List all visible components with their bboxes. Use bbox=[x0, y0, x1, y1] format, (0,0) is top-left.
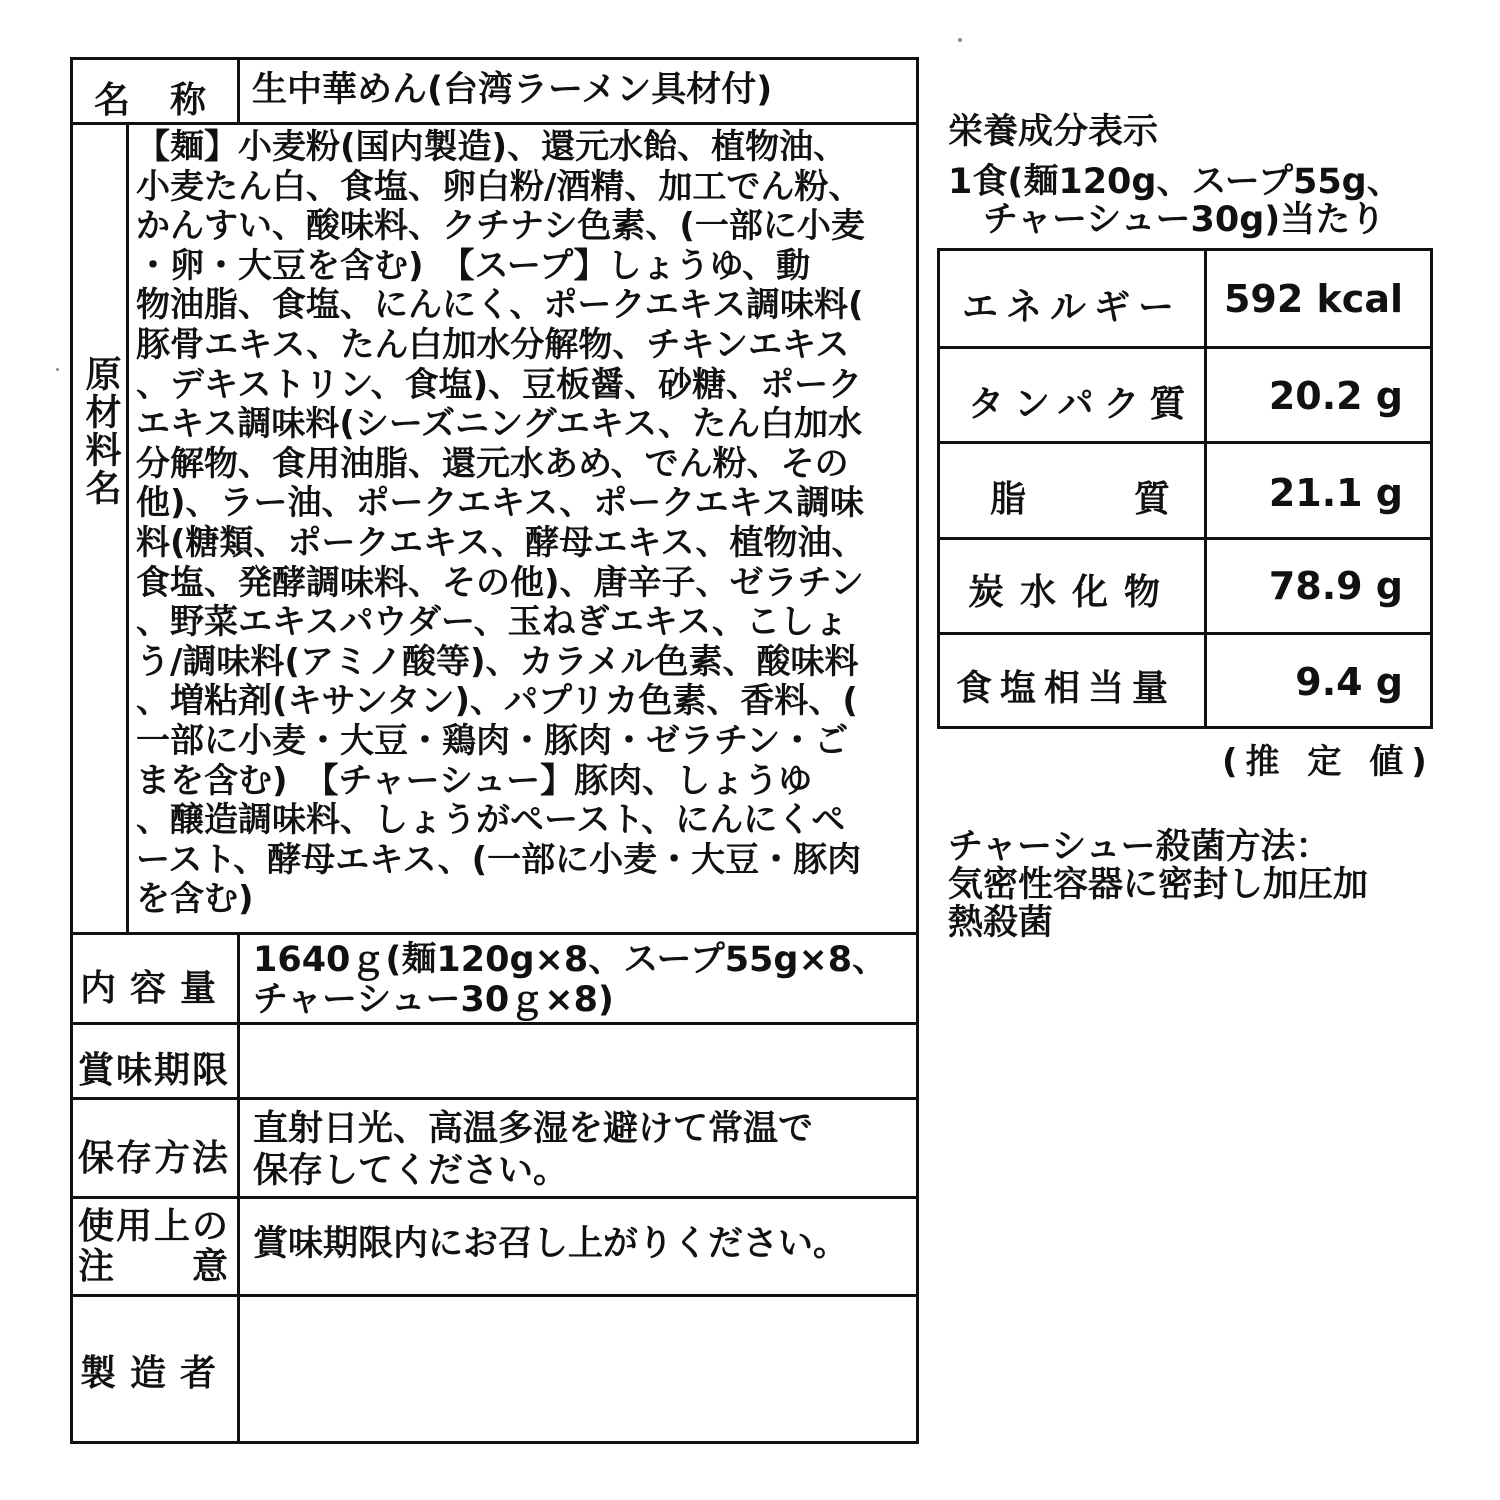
ingredients-line: 分解物、食用油脂、還元水あめ、でん粉、その bbox=[136, 443, 849, 484]
ingredients-line: 食塩、発酵調味料、その他)、唐辛子、ゼラチン bbox=[136, 562, 864, 603]
divider bbox=[937, 632, 1433, 635]
divider bbox=[237, 57, 240, 123]
nutrition-title: 栄養成分表示 bbox=[948, 112, 1159, 152]
divider bbox=[70, 1097, 919, 1100]
ingredients-line: 、野菜エキスパウダー、玉ねぎエキス、こしょ bbox=[136, 602, 848, 643]
ingredients-line: う/調味料(アミノ酸等)、カラメル色素、酸味料 bbox=[136, 641, 859, 682]
name-label: 名 称 bbox=[94, 80, 209, 121]
ingredients-line: ・卵・大豆を含む) 【スープ】しょうゆ、動 bbox=[136, 245, 811, 286]
nutrition-per-line: チャーシュー30g)当たり bbox=[948, 200, 1386, 240]
divider bbox=[126, 122, 129, 934]
nutrition-row-name: タンパク質 bbox=[968, 384, 1196, 425]
content-label: 内容量 bbox=[80, 968, 231, 1009]
ingredients-line: 【麺】小麦粉(国内製造)、還元水飴、植物油、 bbox=[136, 127, 848, 167]
divider bbox=[937, 441, 1433, 444]
ingredients-line: 物油脂、食塩、にんにく、ポークエキス調味料( bbox=[136, 285, 864, 326]
storage-label: 保存方法 bbox=[78, 1138, 231, 1179]
ingredients-line: を含む) bbox=[136, 879, 254, 920]
scan-speck bbox=[958, 38, 962, 42]
nutrition-note: (推 定 値) bbox=[1222, 742, 1435, 782]
ingredients-line: 小麦たん白、食塩、卵白粉/酒精、加工でん粉、 bbox=[136, 166, 863, 207]
ingredients-line: 他)、ラー油、ポークエキス、ポークエキス調味 bbox=[136, 483, 864, 524]
manufacturer-label: 製造者 bbox=[80, 1353, 231, 1394]
nutrition-row-value: 21.1 g bbox=[1268, 471, 1403, 515]
ingredients-line: ースト、酵母エキス、(一部に小麦・大豆・豚肉 bbox=[136, 839, 862, 880]
storage-line: 保存してください。 bbox=[253, 1151, 569, 1191]
ingredients-list bbox=[136, 128, 916, 920]
nutrition-row-value: 20.2 g bbox=[1268, 374, 1403, 418]
content-line: 1640ｇ(麺120g×8、スープ55g×8、 bbox=[253, 940, 888, 980]
storage-line: 直射日光、高温多湿を避けて常温で bbox=[253, 1109, 814, 1149]
divider bbox=[70, 1196, 919, 1199]
nutrition-per-line: 1食(麺120g、スープ55g、 bbox=[948, 162, 1402, 202]
ingredients-line: まを含む) 【チャーシュー】豚肉、しょうゆ bbox=[136, 760, 813, 801]
ingredients-line: 料(糖類、ポークエキス、酵母エキス、植物油、 bbox=[136, 522, 866, 563]
nutrition-row-name: 食塩相当量 bbox=[956, 668, 1177, 709]
divider bbox=[937, 537, 1433, 540]
best-before-label: 賞味期限 bbox=[78, 1050, 231, 1091]
nutrition-row-name: 脂 質 bbox=[990, 479, 1183, 520]
scan-speck bbox=[56, 368, 59, 371]
ingredients-line: 、デキストリン、食塩)、豆板醤、砂糖、ポーク bbox=[136, 364, 863, 405]
sterilization-line: 熱殺菌 bbox=[948, 903, 1054, 943]
nutrition-row-value: 78.9 g bbox=[1268, 564, 1403, 608]
ingredients-label-text: 原材料名 bbox=[80, 355, 121, 507]
ingredients-line: 、醸造調味料、しょうがペースト、にんにくペ bbox=[136, 800, 846, 841]
ingredients-line: 一部に小麦・大豆・鶏肉・豚肉・ゼラチン・ご bbox=[136, 720, 849, 761]
divider bbox=[70, 1294, 919, 1297]
content-line: チャーシュー30ｇ×8) bbox=[253, 980, 614, 1020]
divider bbox=[937, 346, 1433, 349]
sterilization-line: 気密性容器に密封し加圧加 bbox=[948, 865, 1369, 905]
usage-label-line: 注 意 bbox=[78, 1246, 231, 1287]
ingredients-line: 豚骨エキス、たん白加水分解物、チキンエキス bbox=[136, 324, 850, 365]
ingredients-line: エキス調味料(シーズニングエキス、たん白加水 bbox=[136, 404, 863, 445]
ingredients-line: かんすい、酸味料、クチナシ色素、(一部に小麦 bbox=[136, 206, 865, 247]
nutrition-row-name: 炭水化物 bbox=[968, 572, 1177, 613]
nutrition-row-value: 9.4 g bbox=[1295, 660, 1403, 704]
product-name: 生中華めん(台湾ラーメン具材付) bbox=[252, 70, 773, 110]
usage-label-line: 使用上の bbox=[78, 1206, 231, 1247]
divider bbox=[237, 932, 240, 1444]
ingredients-label bbox=[80, 355, 120, 507]
ingredients-line: 、増粘剤(キサンタン)、パプリカ色素、香料、( bbox=[136, 681, 858, 722]
nutrition-row-value: 592 kcal bbox=[1223, 277, 1403, 321]
nutrition-row-name: エネルギー bbox=[962, 287, 1183, 328]
divider bbox=[70, 932, 919, 935]
usage-value: 賞味期限内にお召し上がりください。 bbox=[253, 1224, 849, 1264]
sterilization-line: チャーシュー殺菌方法： bbox=[948, 827, 1331, 867]
divider bbox=[70, 1022, 919, 1025]
